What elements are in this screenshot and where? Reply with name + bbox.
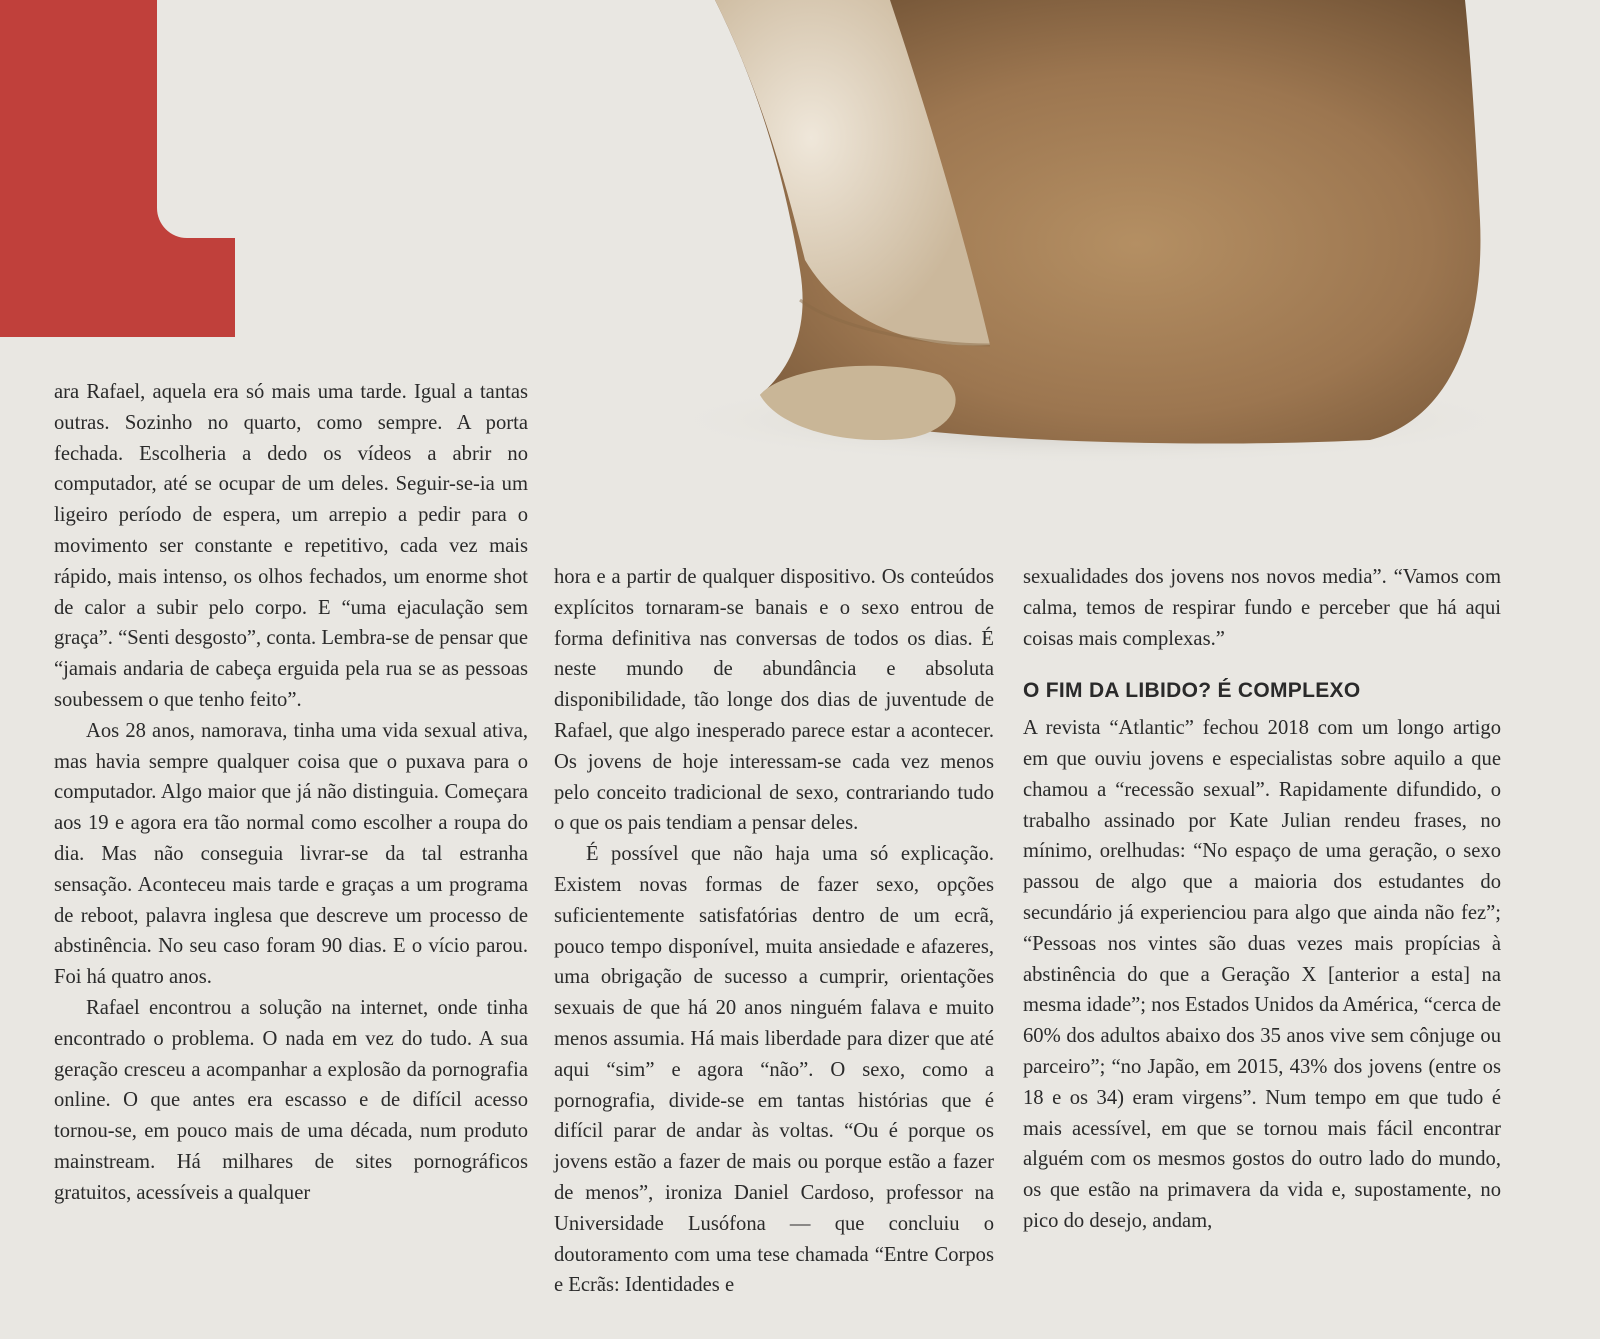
article-paragraph: sexualidades dos jovens nos novos media”. “Vamos com calma, temos de respirar fundo e perceber que há aqui coisas mais complexas.” (1023, 566, 1501, 650)
article-column-1 (54, 377, 528, 1209)
article-column-2 (554, 562, 994, 1301)
section-subheading: O FIM DA LIBIDO? É COMPLEXO (1023, 679, 1361, 703)
article-paragraph: Aos 28 anos, namorava, tinha uma vida sexual ativa, mas havia sempre qualquer coisa que o puxava para o computador. Algo maior que já não distinguia. Começara aos 19 e agora era tão normal como escolher a roupa do dia. Mas não conseguia livrar-se da tal estranha sensação. Aconteceu mais tarde e graças a um programa de reboot, palavra inglesa que descreve um processo de abstinência. No seu caso foram 90 dias. E o vício parou. Foi há quatro anos. (54, 719, 528, 989)
article-paragraph: hora e a partir de qualquer dispositivo. Os conteúdos explícitos tornaram-se banais e o sexo entrou de forma definitiva nas conversas de todos os dias. É neste mundo de abundância e absoluta disponibilidade, tão longe dos dias de juventude de Rafael, que algo inesperado parece estar a acontecer. Os jovens de hoje interessam-se cada vez menos pelo conceito tradicional de sexo, contrariando tudo o que os pais tendiam a pensar deles. (554, 566, 994, 835)
article-paragraph: A revista “Atlantic” fechou 2018 com um longo artigo em que ouviu jovens e especialistas sobre aquilo a que chamou a “recessão sexual”. Rapidamente difundido, o trabalho assinado por Kate Julian rendeu frases, no mínimo, orelhudas: “No espaço de uma geração, o sexo passou de algo que a maioria dos estudantes do secundário já experienciou para algo que ainda não fez”; “Pessoas nos vintes são duas vezes mais propícias à abstinência do que a Geração X [anterior a esta] na mesma idade”; nos Estados Unidos da América, “cerca de 60% dos adultos abaixo dos 35 anos vive sem cônjuge ou parceiro”; “no Japão, em 2015, 43% dos jovens (entre os 18 e os 34) eram virgens”. Num tempo em que tudo é mais acessível, em que se tornou mais fácil encontrar alguém com os mesmos gostos do outro lado do mundo, os que estão na primavera da vida e, supostamente, no pico do desejo, andam, (1023, 717, 1501, 1232)
article-paragraph: Rafael encontrou a solução na internet, onde tinha encontrado o problema. O nada em vez do tudo. A sua geração cresceu a acompanhar a explosão da pornografia online. O que antes era escasso e de difícil acesso tornou-se, em pouco mais de uma década, num produto mainstream. Há milhares de sites pornográficos gratuitos, acessíveis a qualquer (54, 996, 528, 1204)
article-paragraph: É possível que não haja uma só explicação. Existem novas formas de fazer sexo, opções suficientemente satisfatórias dentro de um ecrã, pouco tempo disponível, muita ansiedade e afazeres, uma obrigação de sucesso a cumprir, orientações sexuais de que há 20 anos ninguém falava e muito menos assumia. Há mais liberdade para dizer que até aqui “sim” e agora “não”. O sexo, como a pornografia, divide-se em tantas histórias que é difícil parar de andar às voltas. “Ou é porque os jovens estão a fazer de mais ou porque estão a fazer de menos”, ironiza Daniel Cardoso, professor na Universidade Lusófona — que concluiu o doutoramento com uma tese chamada “Entre Corpos e Ecrãs: Identidades e (554, 843, 994, 1297)
rabbit-photo (610, 0, 1510, 470)
article-paragraph: ara Rafael, aquela era só mais uma tarde. Igual a tantas outras. Sozinho no quarto, como sempre. A porta fechada. Escolheria a dedo os vídeos a abrir no computador, até se ocupar de um deles. Seguir-se-ia um ligeiro período de espera, um arrepio a pedir para o movimento ser constante e repetitivo, cada vez mais rápido, mais intenso, os olhos fechados, um enorme shot de calor a subir pelo corpo. E “uma ejaculação sem graça”. “Senti desgosto”, conta. Lembra-se de pensar que “jamais andaria de cabeça erguida pela rua se as pessoas soubessem o que tenho feito”. (54, 381, 528, 711)
drop-cap-red-block (0, 0, 235, 337)
article-column-3 (1023, 562, 1501, 1237)
